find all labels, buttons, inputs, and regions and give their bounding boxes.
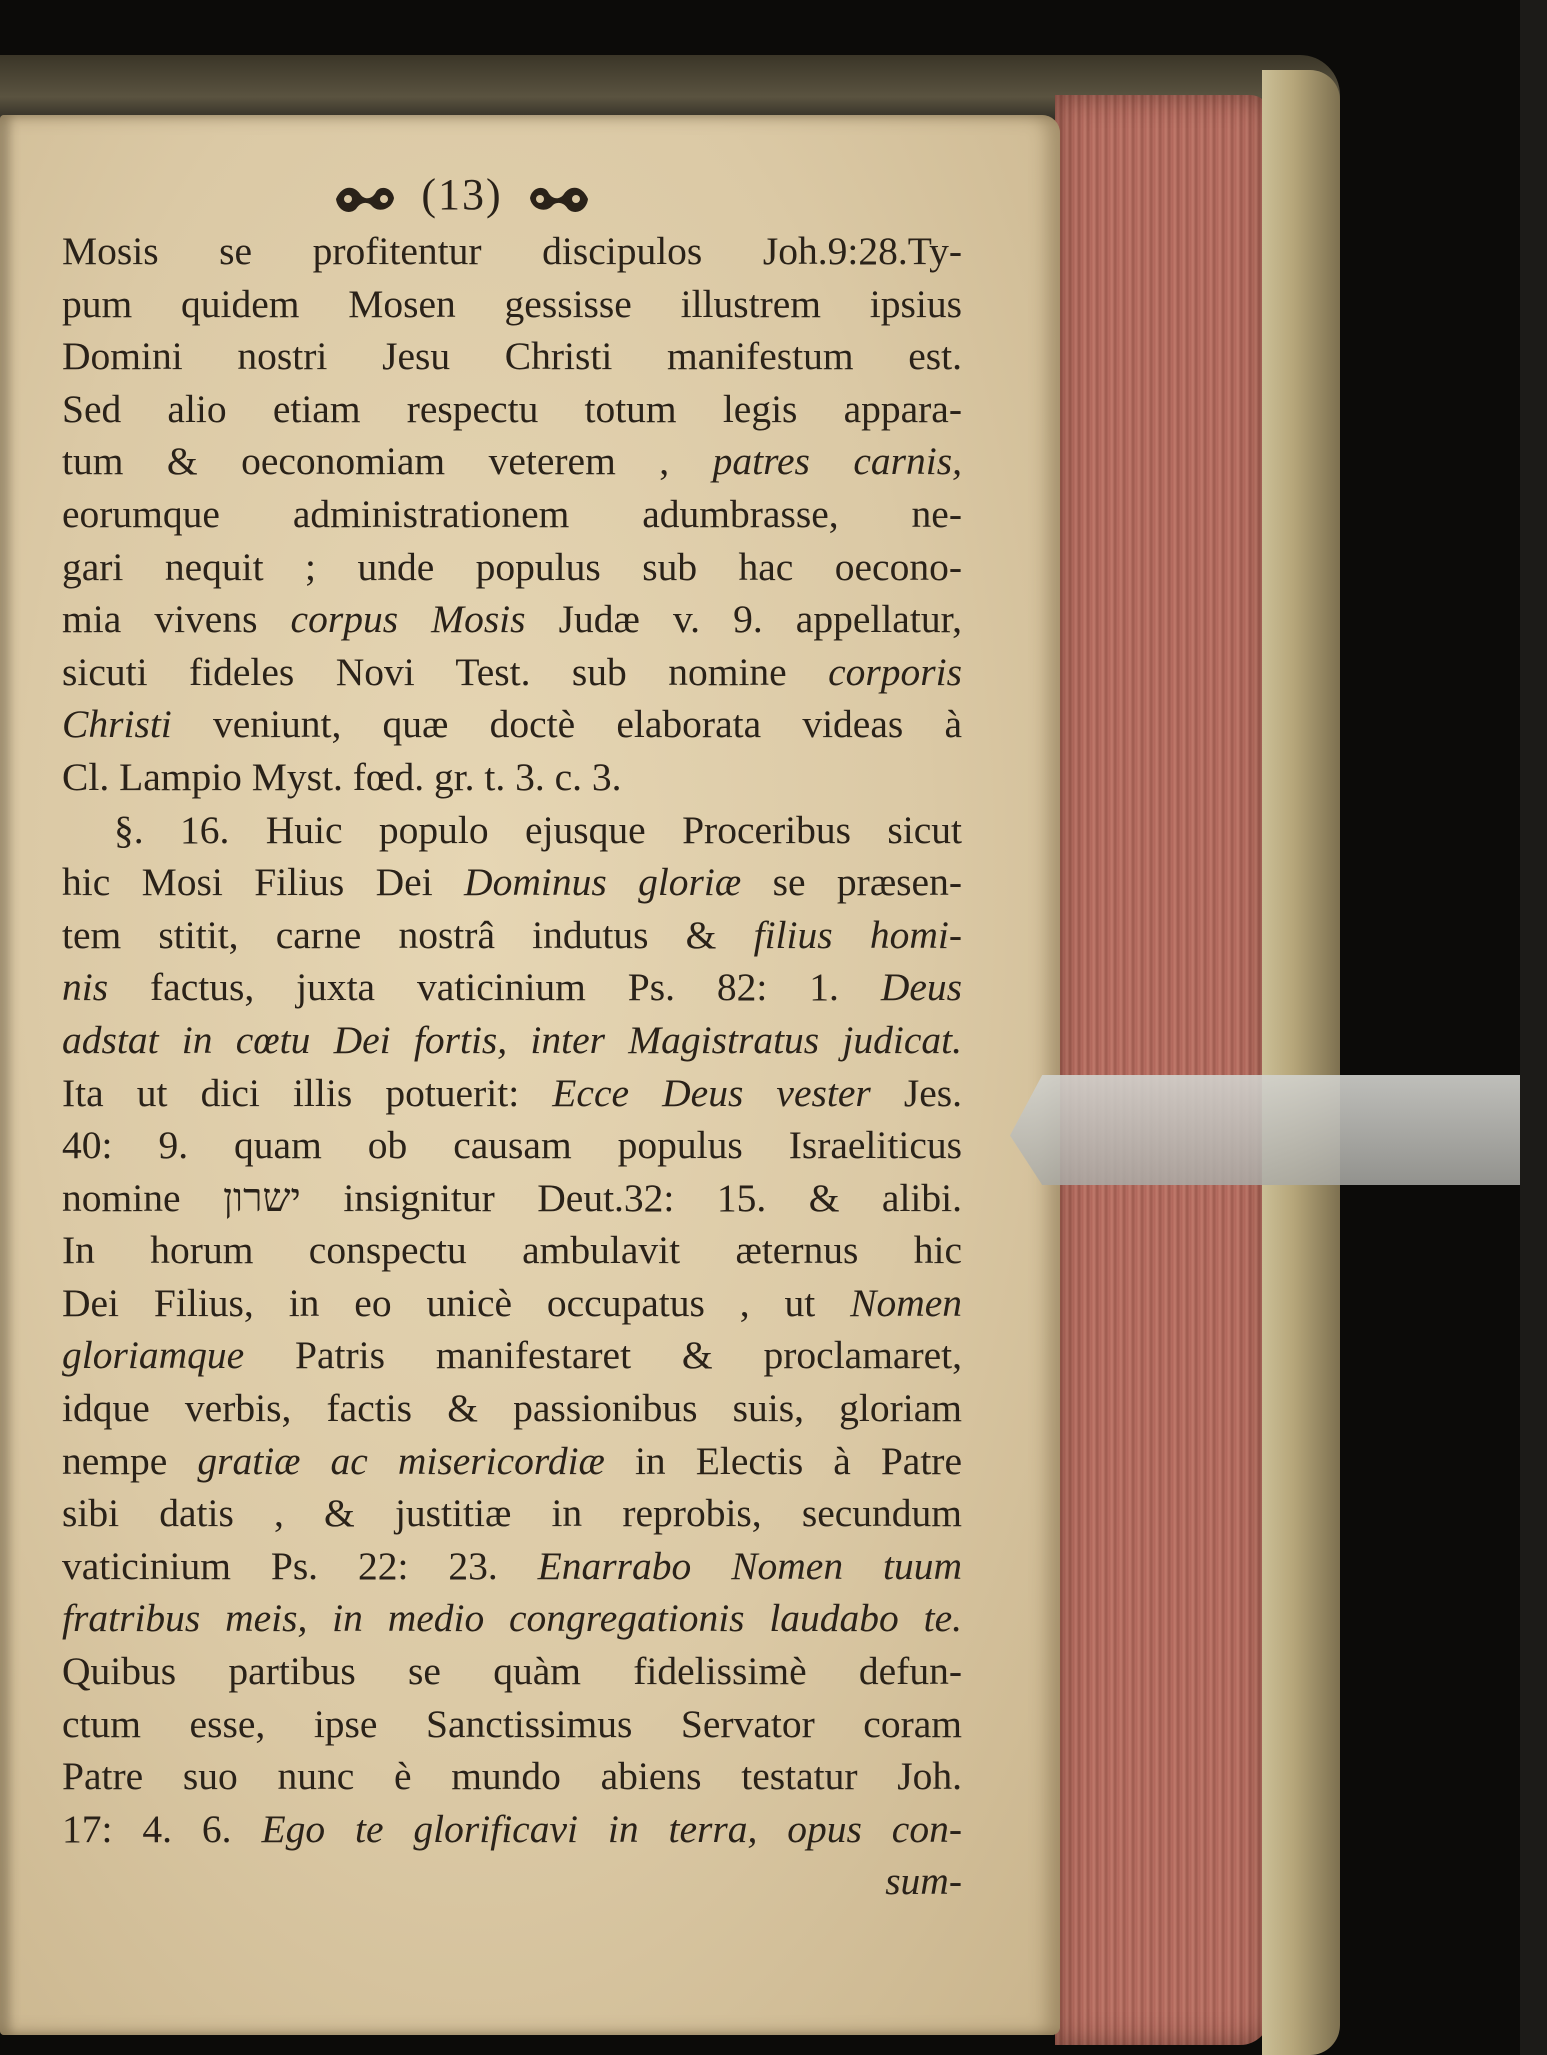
text-line — [62, 330, 962, 383]
text-line — [62, 1119, 962, 1172]
catchword: sum- — [885, 1859, 962, 1904]
roman-text: sicuti fideles Novi Test. sub nomine — [62, 649, 829, 694]
text-line — [62, 961, 962, 1014]
roman-text: Ita ut dici illis potuerit: — [62, 1070, 553, 1115]
italic-text: nis — [62, 965, 109, 1010]
text-line — [62, 646, 962, 699]
text-line — [62, 1487, 962, 1540]
roman-text: Mosis se profitentur discipulos Joh.9:28.Ty- — [62, 229, 962, 273]
text-line — [62, 1014, 962, 1067]
italic-text: Dominus gloriæ — [464, 860, 742, 905]
roman-text: §. 16. Huic populo ejusque Proceribus sicut — [114, 807, 962, 852]
italic-text: corporis — [828, 649, 962, 694]
book-board — [1262, 70, 1340, 2055]
right-ornament-icon — [526, 182, 592, 216]
text-line — [62, 383, 962, 436]
italic-text: Nomen — [850, 1280, 962, 1325]
roman-text: Patris manifestaret & proclamaret, — [244, 1333, 962, 1378]
roman-text: pum quidem Mosen gessisse illustrem ipsius — [62, 281, 962, 326]
text-line — [62, 1645, 962, 1698]
italic-text: Enarrabo Nomen tuum — [537, 1543, 963, 1588]
text-line — [62, 1382, 962, 1435]
text-line — [62, 1224, 962, 1277]
italic-text: Deus — [880, 965, 962, 1010]
italic-text: gloriamque — [62, 1333, 245, 1378]
text-line — [62, 856, 962, 909]
text-line — [62, 1803, 962, 1856]
roman-text: veniunt, quæ doctè elaborata videas à — [171, 702, 962, 747]
roman-text: in Electis à Patre — [604, 1438, 962, 1483]
italic-text: adstat in cœtu Dei fortis, inter Magistratus judicat. — [62, 1017, 962, 1062]
text-line — [62, 1329, 962, 1382]
text-line — [62, 541, 962, 594]
text-line — [62, 1698, 962, 1751]
roman-text: tem stitit, carne nostrâ indutus & — [62, 912, 754, 957]
roman-text: sibi datis , & justitiæ in reprobis, secundum — [62, 1491, 962, 1536]
roman-text: Quibus partibus se quàm fidelissimè defun- — [62, 1649, 962, 1694]
roman-text: nempe — [62, 1438, 198, 1483]
text-line — [62, 751, 962, 804]
text-line — [62, 1750, 962, 1803]
bookmark-strip — [1010, 1075, 1547, 1185]
roman-text: ctum esse, ipse Sanctissimus Servator coram — [62, 1701, 962, 1746]
text-line — [62, 909, 962, 962]
roman-text: Jes. — [870, 1070, 963, 1115]
background-strip — [1520, 0, 1547, 2055]
roman-text: Cl. Lampio Myst. fœd. gr. t. 3. c. 3. — [62, 754, 622, 799]
roman-text: Dei Filius, in eo unicè occupatus , ut — [62, 1280, 851, 1325]
text-line — [62, 488, 962, 541]
roman-text: In horum conspectu ambulavit æternus hic — [62, 1228, 962, 1273]
text-line — [62, 1277, 962, 1330]
text-line — [62, 435, 962, 488]
page-fore-edge — [1055, 95, 1270, 2045]
italic-text: Ecce Deus vester — [552, 1070, 871, 1115]
roman-text: nomine ישרון insignitur Deut.32: 15. & alibi. — [62, 1175, 963, 1220]
page-number: (13) — [421, 170, 503, 219]
left-ornament-icon — [332, 182, 398, 216]
roman-text: se præsen- — [741, 860, 962, 905]
roman-text: Judæ v. 9. appellatur, — [525, 597, 963, 642]
text-lines — [62, 225, 962, 1908]
roman-text: vaticinium Ps. 22: 23. — [62, 1543, 538, 1588]
roman-text: factus, juxta vaticinium Ps. 82: 1. — [108, 965, 881, 1010]
page-text — [62, 165, 962, 1908]
roman-text: tum & oeconomiam veterem , — [62, 439, 713, 484]
roman-text: Domini nostri Jesu Christi manifestum est. — [62, 334, 962, 379]
italic-text: filius homi- — [753, 912, 962, 957]
italic-text: fratribus meis, in medio congregationis laudabo te. — [62, 1596, 962, 1641]
roman-text: Sed alio etiam respectu totum legis appara- — [62, 386, 962, 431]
italic-text: Ego te glorificavi in terra, opus con- — [261, 1806, 962, 1851]
page-header — [62, 165, 862, 225]
italic-text: gratiæ ac misericordiæ — [197, 1438, 605, 1483]
roman-text: mia vivens — [62, 597, 291, 642]
roman-text: gari nequit ; unde populus sub hac oecono- — [62, 544, 962, 589]
italic-text: patres carnis, — [712, 439, 962, 484]
roman-text: idque verbis, factis & passionibus suis, gloriam — [62, 1386, 962, 1431]
text-line — [62, 1435, 962, 1488]
text-line — [62, 278, 962, 331]
roman-text: eorumque administrationem adumbrasse, ne- — [62, 491, 962, 536]
italic-text: Christi — [62, 702, 172, 747]
text-line — [62, 1540, 962, 1593]
text-line — [62, 1172, 962, 1225]
text-line — [62, 698, 962, 751]
text-line — [62, 1067, 962, 1120]
text-line — [62, 593, 962, 646]
text-line — [62, 1592, 962, 1645]
roman-text: 17: 4. 6. — [62, 1806, 262, 1851]
roman-text: 40: 9. quam ob causam populus Israeliticus — [62, 1123, 962, 1168]
text-line — [62, 225, 962, 278]
roman-text: Patre suo nunc è mundo abiens testatur Joh. — [62, 1754, 962, 1799]
roman-text: hic Mosi Filius Dei — [62, 860, 465, 905]
italic-text: corpus Mosis — [290, 597, 526, 642]
text-line — [62, 804, 962, 857]
